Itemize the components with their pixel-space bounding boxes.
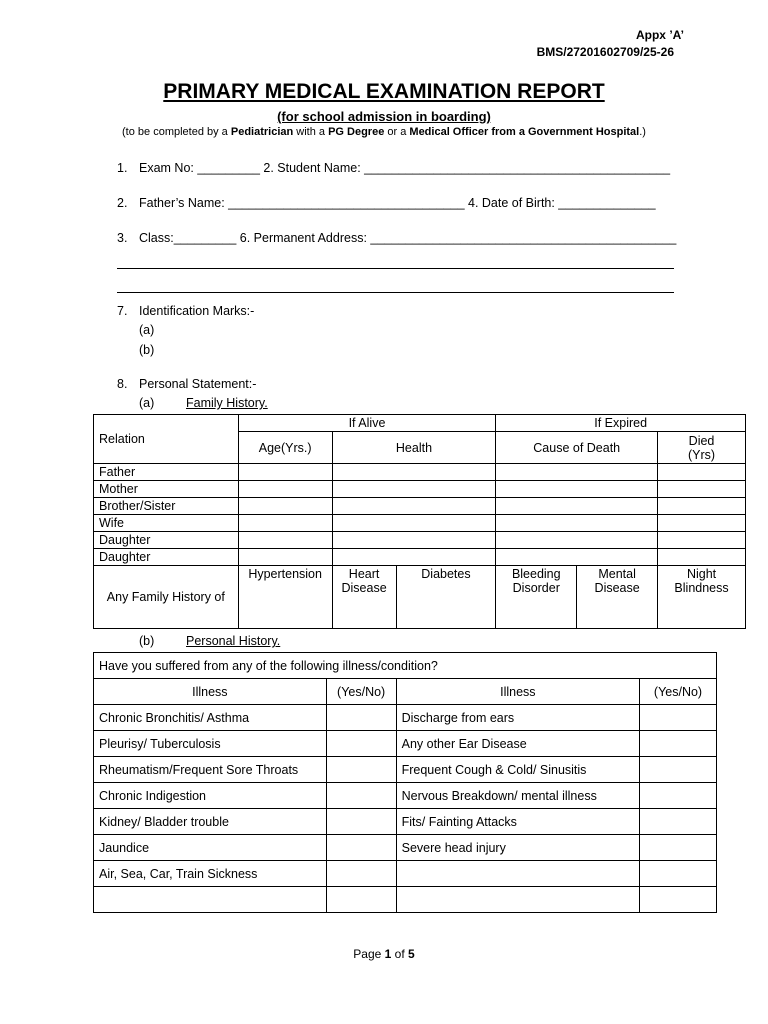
relation-row-label: Daughter [94,549,239,566]
cause-cell[interactable] [496,532,658,549]
illness-label [396,887,639,913]
yesno-cell[interactable] [640,887,717,913]
cause-cell[interactable] [496,515,658,532]
age-cell[interactable] [238,549,332,566]
mental-disease-label: Mental Disease [577,566,658,629]
family-history-table [93,414,746,629]
diabetes-label: Diabetes [396,566,496,629]
personal-history-table [93,652,717,913]
reference-number: BMS/27201602709/25-26 [536,45,674,59]
illness-label: Kidney/ Bladder trouble [94,809,327,835]
yesno-cell[interactable] [326,835,396,861]
illness-label: Air, Sea, Car, Train Sickness [94,861,327,887]
yesno-cell[interactable] [640,861,717,887]
yesno-header-left: (Yes/No) [326,679,396,705]
identification-marks-label: Identification Marks:- [139,304,255,318]
page-subtitle: (for school admission in boarding) [277,109,491,124]
yesno-cell[interactable] [326,757,396,783]
health-cell[interactable] [332,532,496,549]
cause-cell[interactable] [496,464,658,481]
personal-statement-label: Personal Statement:- [139,377,257,391]
illness-label: Pleurisy/ Tuberculosis [94,731,327,757]
health-cell[interactable] [332,498,496,515]
age-cell[interactable] [238,515,332,532]
health-cell[interactable] [332,515,496,532]
yesno-header-right: (Yes/No) [640,679,717,705]
died-cell[interactable] [658,515,746,532]
age-cell[interactable] [238,464,332,481]
yesno-cell[interactable] [640,731,717,757]
field-number-7: 7. [117,304,128,318]
died-cell[interactable] [658,549,746,566]
relation-row-label: Daughter [94,532,239,549]
field-number-8: 8. [117,377,128,391]
illness-header-right: Illness [396,679,639,705]
died-cell[interactable] [658,498,746,515]
illness-header-left: Illness [94,679,327,705]
yesno-cell[interactable] [640,757,717,783]
heart-disease-label: Heart Disease [332,566,396,629]
completion-note: (to be completed by a Pediatrician with a PG Degree or a Medical Officer from a Government Hospital.) [122,126,646,138]
relation-row-label: Brother/Sister [94,498,239,515]
relation-row-label: Father [94,464,239,481]
illness-label: Rheumatism/Frequent Sore Throats [94,757,327,783]
page-footer: Page 1 of 5 [353,947,415,961]
identification-mark-a: (a) [139,323,155,337]
address-continuation-line-2[interactable] [117,292,674,293]
died-header: Died (Yrs) [658,432,746,464]
cause-cell[interactable] [496,498,658,515]
family-history-prefix: (a) [139,396,155,410]
relation-header: Relation [94,415,239,464]
yesno-cell[interactable] [326,861,396,887]
relation-row-label: Wife [94,515,239,532]
field-number-3: 3. [117,231,128,245]
illness-label: Fits/ Fainting Attacks [396,809,639,835]
hypertension-label: Hypertension [238,566,332,629]
illness-label: Discharge from ears [396,705,639,731]
address-continuation-line-1[interactable] [117,268,674,269]
relation-row-label: Mother [94,481,239,498]
yesno-cell[interactable] [640,835,717,861]
family-history-of-label: Any Family History of [94,566,239,629]
cause-of-death-header: Cause of Death [496,432,658,464]
illness-label: Jaundice [94,835,327,861]
personal-history-heading: Personal History. [186,634,281,648]
health-cell[interactable] [332,549,496,566]
field-number-1: 1. [117,161,128,175]
health-header: Health [332,432,496,464]
father-dob-line[interactable]: Father’s Name: __________________________________ 4. Date of Birth: ______________ [139,196,656,210]
illness-label: Frequent Cough & Cold/ Sinusitis [396,757,639,783]
yesno-cell[interactable] [326,705,396,731]
illness-label [94,887,327,913]
died-cell[interactable] [658,532,746,549]
bleeding-disorder-label: Bleeding Disorder [496,566,577,629]
age-cell[interactable] [238,532,332,549]
if-expired-header: If Expired [496,415,746,432]
illness-label [396,861,639,887]
yesno-cell[interactable] [640,809,717,835]
yesno-cell[interactable] [326,809,396,835]
age-cell[interactable] [238,498,332,515]
if-alive-header: If Alive [238,415,496,432]
field-number-2: 2. [117,196,128,210]
illness-label: Any other Ear Disease [396,731,639,757]
age-header: Age(Yrs.) [238,432,332,464]
yesno-cell[interactable] [640,783,717,809]
illness-label: Chronic Indigestion [94,783,327,809]
cause-cell[interactable] [496,549,658,566]
age-cell[interactable] [238,481,332,498]
illness-label: Nervous Breakdown/ mental illness [396,783,639,809]
family-history-heading: Family History. [186,396,268,410]
illness-label: Chronic Bronchitis/ Asthma [94,705,327,731]
exam-student-line[interactable]: Exam No: _________ 2. Student Name: ____________________________________________ [139,161,671,175]
health-cell[interactable] [332,464,496,481]
cause-cell[interactable] [496,481,658,498]
identification-mark-b: (b) [139,343,155,357]
appendix-label: Appx ’A’ [635,28,684,42]
health-cell[interactable] [332,481,496,498]
personal-history-prefix: (b) [139,634,155,648]
page-title: PRIMARY MEDICAL EXAMINATION REPORT [163,80,605,103]
illness-label: Severe head injury [396,835,639,861]
died-cell[interactable] [658,481,746,498]
personal-history-question: Have you suffered from any of the following illness/condition? [94,653,717,679]
yesno-cell[interactable] [326,783,396,809]
night-blindness-label: Night Blindness [658,566,746,629]
yesno-cell[interactable] [326,887,396,913]
yesno-cell[interactable] [326,731,396,757]
died-cell[interactable] [658,464,746,481]
yesno-cell[interactable] [640,705,717,731]
class-address-line[interactable]: Class:_________ 6. Permanent Address: ____________________________________________ [139,231,677,245]
